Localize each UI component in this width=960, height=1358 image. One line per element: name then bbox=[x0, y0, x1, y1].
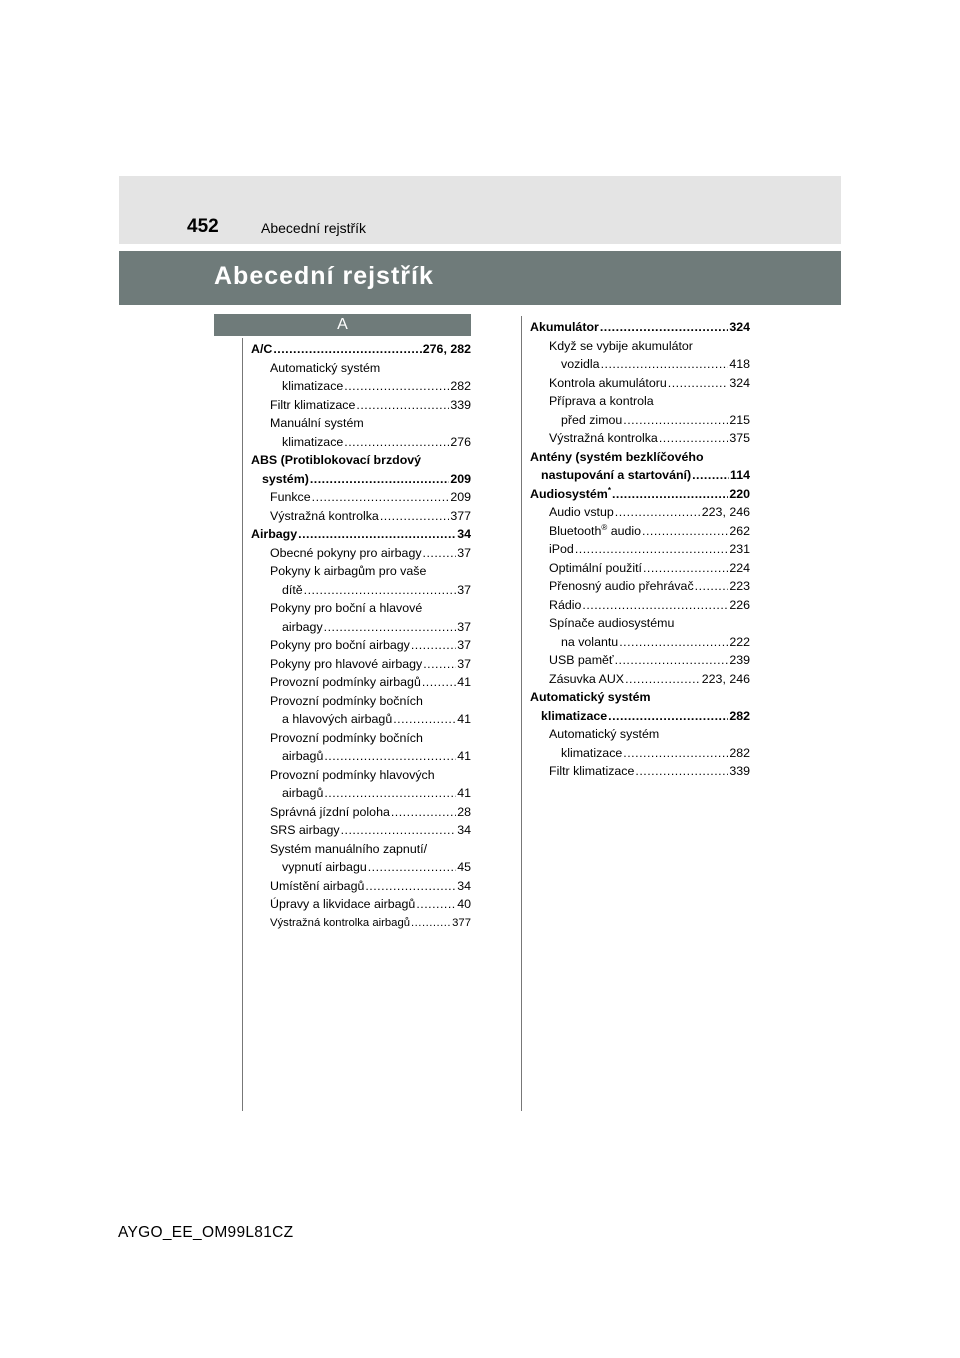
entry-term-text: Spínače audiosystému bbox=[549, 616, 675, 630]
leader-dots bbox=[310, 470, 449, 489]
entry-term bbox=[530, 688, 750, 707]
entry-term bbox=[282, 581, 303, 600]
entry-term bbox=[270, 359, 471, 378]
entry-term-text: Pokyny pro hlavové airbagy bbox=[270, 656, 423, 671]
entry-term-text: airbagů bbox=[282, 749, 324, 763]
index-entry bbox=[530, 337, 750, 356]
entry-term-text: Úpravy a likvidace airbagů bbox=[270, 897, 416, 911]
leader-dots bbox=[623, 744, 728, 763]
entry-term bbox=[549, 337, 750, 356]
entry-term bbox=[549, 522, 641, 541]
entry-page-number: 223, 246 bbox=[701, 505, 750, 519]
index-entry bbox=[251, 766, 471, 785]
entry-term-text: klimatizace bbox=[282, 379, 344, 393]
entry-page-number: 45 bbox=[457, 860, 471, 874]
entry-term-text: Manuální systém bbox=[270, 416, 364, 430]
index-entry bbox=[530, 503, 750, 522]
entry-term-text: Když se vybije akumulátor bbox=[549, 338, 693, 353]
index-entry bbox=[251, 562, 471, 581]
entry-term-text: SRS airbagy bbox=[270, 823, 340, 837]
index-entry bbox=[251, 451, 471, 470]
entry-term bbox=[270, 673, 421, 692]
entry-page-number: 209 bbox=[450, 471, 471, 486]
entry-term-text-suffix: audio bbox=[607, 523, 642, 538]
entry-page-number: 224 bbox=[729, 560, 750, 575]
entry-term-text: Systém manuálního zapnutí/ bbox=[270, 841, 428, 856]
entry-term-text: Správná jízdní poloha bbox=[270, 804, 390, 819]
entry-term-text: airbagy bbox=[282, 619, 323, 634]
index-entry bbox=[251, 710, 471, 729]
index-entry bbox=[530, 633, 750, 652]
entry-term-text: Filtr klimatizace bbox=[270, 397, 356, 412]
index-entry bbox=[530, 466, 750, 485]
entry-term-text: ABS (Protiblokovací brzdový bbox=[251, 453, 422, 467]
entry-term-text: Provozní podmínky bočních bbox=[270, 730, 423, 745]
index-entry bbox=[530, 577, 750, 596]
index-entry bbox=[251, 692, 471, 711]
entry-term-text: klimatizace bbox=[561, 745, 623, 760]
index-entry bbox=[530, 522, 750, 541]
entry-term-text: Akumulátor bbox=[530, 320, 599, 334]
leader-dots bbox=[411, 914, 451, 933]
entry-term-text: systém) bbox=[262, 471, 309, 486]
leader-dots bbox=[422, 673, 456, 692]
entry-page-number: 37 bbox=[457, 545, 471, 560]
entry-term-text: a hlavových airbagů bbox=[282, 712, 393, 726]
entry-page-number: 41 bbox=[457, 749, 471, 763]
index-entry bbox=[251, 895, 471, 914]
entry-term-text: Kontrola akumulátoru bbox=[549, 375, 667, 390]
entry-term-text: Zásuvka AUX bbox=[549, 671, 625, 686]
index-entry bbox=[251, 618, 471, 637]
entry-term bbox=[251, 525, 297, 544]
entry-term bbox=[549, 614, 750, 633]
index-entry bbox=[251, 877, 471, 896]
entry-term-text: Výstražná kontrolka bbox=[549, 431, 658, 445]
index-entry bbox=[530, 411, 750, 430]
index-entry bbox=[530, 392, 750, 411]
entry-page-number: 28 bbox=[457, 804, 471, 819]
leader-dots bbox=[391, 803, 456, 822]
entry-term bbox=[549, 540, 574, 559]
index-entry bbox=[251, 581, 471, 600]
entry-term bbox=[270, 599, 471, 618]
entry-page-number: 324 bbox=[729, 375, 750, 390]
entry-term-text: Filtr klimatizace bbox=[549, 764, 635, 778]
leader-dots bbox=[416, 895, 456, 914]
leader-dots bbox=[600, 318, 728, 337]
leader-dots bbox=[582, 596, 728, 615]
entry-term-text: Audiosystém bbox=[530, 486, 608, 501]
leader-dots bbox=[368, 858, 456, 877]
entry-page-number: 34 bbox=[457, 527, 471, 541]
leader-dots bbox=[304, 581, 457, 600]
index-entry bbox=[251, 673, 471, 692]
entry-term bbox=[270, 507, 379, 526]
entry-page-number: 276 bbox=[450, 434, 471, 449]
entry-term-text: Automatický systém bbox=[549, 727, 660, 741]
entry-term-text: dítě bbox=[282, 582, 303, 597]
leader-dots bbox=[623, 411, 728, 430]
entry-term-text: klimatizace bbox=[282, 434, 344, 449]
entry-page-number: 339 bbox=[729, 764, 750, 778]
leader-dots bbox=[312, 488, 450, 507]
index-entry bbox=[530, 614, 750, 633]
leader-dots bbox=[643, 559, 728, 578]
entry-page-number: 339 bbox=[450, 397, 471, 412]
entry-page-number: 34 bbox=[457, 878, 471, 893]
index-entry bbox=[530, 429, 750, 448]
leader-dots bbox=[659, 429, 729, 448]
entry-term-text: USB paměť bbox=[549, 653, 614, 667]
entry-page-number: 223 bbox=[729, 579, 750, 593]
index-entry bbox=[530, 762, 750, 781]
entry-term bbox=[270, 655, 422, 674]
running-title: Abecední rejstřík bbox=[261, 220, 367, 236]
entry-term bbox=[561, 633, 618, 652]
entry-term-text: vypnutí airbagu bbox=[282, 860, 367, 874]
entry-term bbox=[561, 355, 600, 374]
section-letter: A bbox=[337, 316, 348, 333]
entry-term bbox=[530, 485, 611, 504]
entry-term-text: Přenosný audio přehrávač bbox=[549, 579, 694, 593]
leader-dots bbox=[356, 396, 449, 415]
entry-term-text: nastupování a startování) bbox=[541, 468, 692, 482]
entry-page-number: 220 bbox=[729, 486, 750, 501]
index-column-2 bbox=[530, 318, 750, 781]
index-entry bbox=[251, 433, 471, 452]
leader-dots bbox=[635, 762, 728, 781]
index-entry bbox=[251, 821, 471, 840]
entry-page-number: 37 bbox=[457, 619, 471, 634]
entry-page-number: 262 bbox=[729, 523, 750, 538]
leader-dots bbox=[625, 670, 701, 689]
entry-term-text: A/C bbox=[251, 342, 273, 356]
entry-term-text: iPod bbox=[549, 542, 574, 556]
index-entry bbox=[251, 858, 471, 877]
entry-term bbox=[270, 692, 471, 711]
leader-dots bbox=[575, 540, 729, 559]
leader-dots bbox=[423, 655, 456, 674]
leader-dots bbox=[411, 636, 456, 655]
entry-term bbox=[270, 729, 471, 748]
entry-page-number: 377 bbox=[450, 508, 471, 523]
entry-term bbox=[270, 840, 471, 859]
entry-term-text: Funkce bbox=[270, 490, 311, 504]
entry-term bbox=[270, 396, 355, 415]
entry-term bbox=[270, 914, 410, 933]
entry-term-text: Audio vstup bbox=[549, 505, 614, 519]
column-rule-middle bbox=[521, 316, 522, 1111]
entry-page-number: 34 bbox=[457, 823, 471, 837]
entry-term bbox=[561, 744, 622, 763]
leader-dots bbox=[298, 525, 456, 544]
entry-term bbox=[549, 596, 581, 615]
entry-term-text: vozidla bbox=[561, 357, 600, 371]
index-entry bbox=[251, 784, 471, 803]
index-entry bbox=[530, 485, 750, 504]
entry-term bbox=[270, 895, 415, 914]
leader-dots bbox=[642, 522, 728, 541]
entry-term bbox=[561, 411, 622, 430]
entry-page-number: 231 bbox=[729, 542, 750, 556]
entry-term bbox=[549, 374, 667, 393]
entry-page-number: 418 bbox=[729, 357, 750, 371]
entry-term-text: Umístění airbagů bbox=[270, 878, 365, 893]
entry-term bbox=[549, 559, 642, 578]
entry-page-number: 282 bbox=[729, 708, 750, 723]
entry-term-text: Příprava a kontrola bbox=[549, 394, 654, 408]
index-entry bbox=[530, 725, 750, 744]
entry-term-text: airbagů bbox=[282, 786, 324, 800]
entry-term-text: Výstražná kontrolka bbox=[270, 508, 379, 523]
leader-dots bbox=[341, 821, 457, 840]
entry-page-number: 37 bbox=[457, 656, 471, 671]
entry-page-number: 276, 282 bbox=[422, 342, 471, 356]
leader-dots bbox=[692, 466, 729, 485]
entry-term-superscript: ® bbox=[601, 522, 608, 532]
entry-term bbox=[530, 318, 599, 337]
index-entry bbox=[530, 355, 750, 374]
document-code: AYGO_EE_OM99L81CZ bbox=[118, 1224, 294, 1241]
entry-term bbox=[270, 766, 471, 785]
index-entry bbox=[530, 707, 750, 726]
entry-page-number: 41 bbox=[457, 712, 471, 726]
entry-term bbox=[270, 488, 311, 507]
index-entry bbox=[251, 396, 471, 415]
entry-term bbox=[270, 562, 471, 581]
index-entry bbox=[251, 525, 471, 544]
index-column-1 bbox=[251, 340, 471, 932]
entry-page-number: 223, 246 bbox=[701, 671, 750, 686]
entry-page-number: 114 bbox=[730, 468, 750, 482]
leader-dots bbox=[668, 374, 729, 393]
entry-term bbox=[549, 762, 634, 781]
entry-term-text: Rádio bbox=[549, 597, 582, 612]
index-entry bbox=[530, 559, 750, 578]
leader-dots bbox=[344, 433, 449, 452]
entry-page-number: 282 bbox=[450, 379, 471, 393]
entry-term bbox=[262, 470, 309, 489]
entry-term-text: Provozní podmínky airbagů bbox=[270, 675, 421, 689]
entry-term-text: Automatický systém bbox=[530, 690, 651, 704]
leader-dots bbox=[619, 633, 728, 652]
index-entry bbox=[530, 670, 750, 689]
entry-term bbox=[270, 414, 471, 433]
entry-term bbox=[549, 429, 658, 448]
entry-page-number: 375 bbox=[729, 431, 750, 445]
leader-dots bbox=[608, 707, 728, 726]
entry-term-text: Provozní podmínky hlavových bbox=[270, 767, 435, 782]
entry-term-text: klimatizace bbox=[541, 708, 608, 723]
entry-term bbox=[270, 544, 422, 563]
entry-page-number: 222 bbox=[729, 634, 750, 649]
section-letter-bar bbox=[214, 314, 471, 336]
entry-page-number: 377 bbox=[452, 916, 471, 929]
entry-term-superscript: * bbox=[607, 485, 611, 495]
entry-page-number: 215 bbox=[729, 412, 750, 427]
index-entry bbox=[530, 596, 750, 615]
index-entry bbox=[530, 374, 750, 393]
entry-term-text: před zimou bbox=[561, 412, 623, 427]
entry-term-text: Provozní podmínky bočních bbox=[270, 693, 423, 708]
index-entry bbox=[251, 544, 471, 563]
entry-term bbox=[282, 618, 323, 637]
entry-term bbox=[530, 448, 750, 467]
leader-dots bbox=[344, 377, 449, 396]
index-entry bbox=[251, 914, 471, 933]
index-entry bbox=[251, 340, 471, 359]
entry-page-number: 282 bbox=[729, 745, 750, 760]
entry-term bbox=[282, 747, 323, 766]
entry-term bbox=[541, 707, 607, 726]
index-entry bbox=[251, 470, 471, 489]
page-number: 452 bbox=[187, 216, 219, 237]
entry-term bbox=[270, 803, 390, 822]
entry-term bbox=[251, 340, 272, 359]
index-entry bbox=[251, 599, 471, 618]
leader-dots bbox=[695, 577, 729, 596]
entry-term bbox=[549, 670, 624, 689]
page-title: Abecední rejstřík bbox=[214, 262, 434, 290]
column-rule-left bbox=[242, 338, 243, 1111]
entry-term bbox=[549, 651, 614, 670]
index-entry bbox=[251, 359, 471, 378]
entry-page-number: 37 bbox=[457, 582, 471, 597]
leader-dots bbox=[324, 618, 457, 637]
entry-page-number: 41 bbox=[457, 786, 471, 800]
index-entry bbox=[251, 488, 471, 507]
index-entry bbox=[251, 377, 471, 396]
index-entry bbox=[251, 414, 471, 433]
entry-page-number: 226 bbox=[729, 597, 750, 612]
entry-term bbox=[270, 877, 364, 896]
index-entry bbox=[530, 651, 750, 670]
leader-dots bbox=[380, 507, 450, 526]
leader-dots bbox=[273, 340, 421, 359]
entry-term-text: Pokyny k airbagům pro vaše bbox=[270, 564, 427, 578]
leader-dots bbox=[324, 784, 456, 803]
leader-dots bbox=[615, 503, 701, 522]
entry-term bbox=[282, 433, 343, 452]
entry-term bbox=[282, 710, 392, 729]
entry-term-text: Automatický systém bbox=[270, 360, 381, 375]
index-entry bbox=[530, 688, 750, 707]
index-entry bbox=[251, 803, 471, 822]
entry-page-number: 209 bbox=[450, 490, 471, 504]
index-entry bbox=[530, 448, 750, 467]
entry-term-text: Antény (systém bezklíčového bbox=[530, 449, 704, 464]
entry-term-text: Pokyny pro boční a hlavové bbox=[270, 601, 423, 615]
entry-page-number: 41 bbox=[457, 675, 471, 689]
index-entry bbox=[251, 840, 471, 859]
index-entry bbox=[251, 747, 471, 766]
index-entry bbox=[530, 744, 750, 763]
entry-term bbox=[251, 451, 471, 470]
entry-term bbox=[270, 636, 410, 655]
index-entry bbox=[251, 636, 471, 655]
entry-page-number: 37 bbox=[457, 638, 471, 652]
entry-term-text: Výstražná kontrolka airbagů bbox=[270, 916, 411, 929]
entry-term-text: Pokyny pro boční airbagy bbox=[270, 638, 410, 652]
entry-term bbox=[549, 725, 750, 744]
index-entry bbox=[530, 540, 750, 559]
leader-dots bbox=[615, 651, 729, 670]
entry-term bbox=[282, 377, 343, 396]
entry-term bbox=[541, 466, 691, 485]
entry-term bbox=[282, 784, 323, 803]
entry-page-number: 239 bbox=[729, 653, 750, 667]
entry-term-text: Airbagy bbox=[251, 527, 298, 541]
entry-term bbox=[549, 392, 750, 411]
leader-dots bbox=[365, 877, 456, 896]
index-entry bbox=[251, 507, 471, 526]
entry-term bbox=[282, 858, 367, 877]
leader-dots bbox=[601, 355, 729, 374]
entry-term-text: na volantu bbox=[561, 634, 619, 649]
index-entry bbox=[530, 318, 750, 337]
index-entry bbox=[251, 655, 471, 674]
entry-term bbox=[270, 821, 340, 840]
leader-dots bbox=[612, 485, 728, 504]
entry-term-text: Optimální použití bbox=[549, 560, 642, 575]
leader-dots bbox=[393, 710, 456, 729]
entry-term bbox=[549, 577, 694, 596]
entry-page-number: 40 bbox=[457, 897, 471, 911]
entry-term-text: Obecné pokyny pro airbagy bbox=[270, 545, 422, 560]
entry-term bbox=[549, 503, 614, 522]
entry-page-number: 324 bbox=[729, 320, 750, 334]
leader-dots bbox=[324, 747, 456, 766]
header-band bbox=[119, 176, 841, 244]
leader-dots bbox=[423, 544, 457, 563]
entry-term-text: Bluetooth bbox=[549, 523, 602, 538]
index-entry bbox=[251, 729, 471, 748]
